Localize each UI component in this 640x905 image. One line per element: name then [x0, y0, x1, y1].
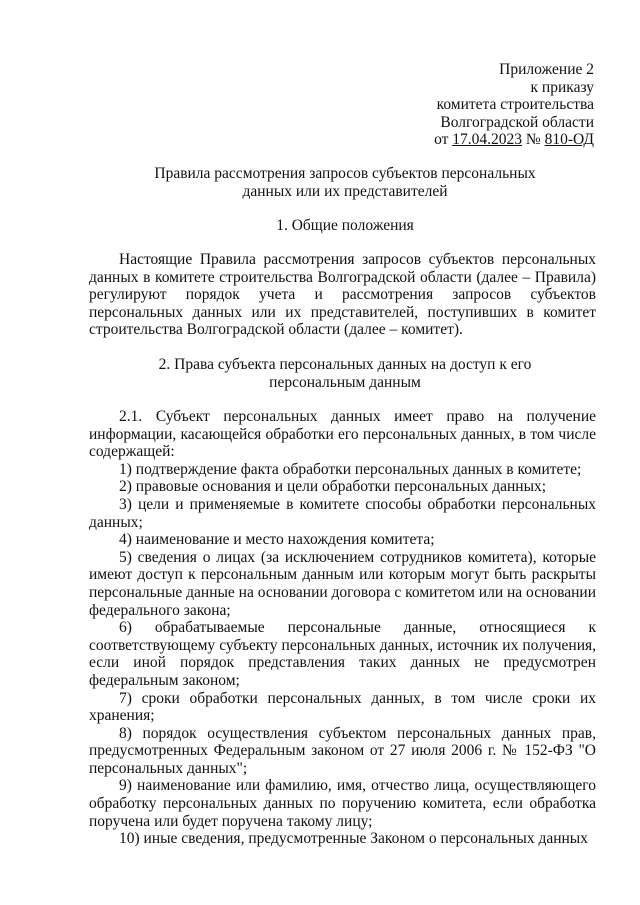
- section-2-heading: [80, 356, 610, 391]
- section-2-heading-line-2: персональным данным: [269, 373, 421, 391]
- appendix-line-1: Приложение 2: [499, 61, 594, 78]
- section-1-heading: 1. Общие положения: [276, 217, 414, 234]
- paragraph-2-1: 2.1. Субъект персональных данных имеет право на получение информации, касающейся обработки его персональных данных, в том числе содержащей:: [89, 408, 596, 461]
- order-date: 17.04.2023: [452, 131, 523, 149]
- appendix-line-3: комитета строительства: [436, 96, 594, 114]
- list-item-6: 6) обрабатываемые персональные данные, относящиеся к соответствующему субъекту персональных данных, источник их получения, если иной порядок представления таких данных не предусмотрен федеральным законом;: [89, 619, 596, 689]
- list-item-4: 4) наименование и место нахождения комитета;: [119, 531, 435, 549]
- appendix-date-line: [434, 131, 594, 149]
- list-item-10: 10) иные сведения, предусмотренные Законом о персональных данных: [119, 830, 588, 848]
- list-item-8: 8) порядок осуществления субъектом персональных данных прав, предусмотренных Федеральным законом от 27 июля 2006 г. № 152-ФЗ "О персональных данных";: [89, 724, 596, 777]
- list-item-1: 1) подтверждение факта обработки персональных данных в комитете;: [119, 460, 582, 478]
- list-item-9: 9) наименование или фамилию, имя, отчество лица, осуществляющего обработку персональных данных по поручению комитета, если обработка поручена или будет поручена такому лицу;: [89, 777, 596, 830]
- list-item-2: 2) правовые основания и цели обработки персональных данных;: [119, 478, 547, 496]
- section-2-heading-line-1: 2. Права субъекта персональных данных на доступ к его: [158, 356, 532, 373]
- document-title-line-2: данных или их представителей: [242, 182, 448, 200]
- list-item-3: 3) цели и применяемые в комитете способы обработки персональных данных;: [89, 495, 596, 531]
- appendix-line-2: к приказу: [530, 78, 594, 96]
- section-1-paragraph: Настоящие Правила рассмотрения запросов субъектов персональных данных в комитете строительства Волгоградской области (далее – Правила) регулируют порядок учета и рассмотрения запросов субъектов персональных данных или их представителей, поступивших в комитет строительства Волгоградской области (далее – комитет).: [89, 251, 596, 339]
- number-prefix: №: [522, 131, 545, 149]
- order-number: 810-ОД: [544, 131, 594, 149]
- appendix-block: [434, 61, 594, 149]
- document-title: [80, 165, 610, 200]
- section-1-body: [89, 251, 596, 339]
- appendix-line-4: Волгоградской области: [440, 113, 594, 131]
- date-prefix: от: [434, 131, 453, 149]
- section-2-body: [89, 408, 596, 848]
- list-item-7: 7) сроки обработки персональных данных, в том числе сроки их хранения;: [89, 689, 596, 725]
- document-title-line-1: Правила рассмотрения запросов субъектов персональных: [154, 165, 536, 182]
- list-item-5: 5) сведения о лицах (за исключением сотрудников комитета), которые имеют доступ к персональным данным или которым могут быть раскрыты персональные данные на основании договора с комитетом или на основании федерального закона;: [89, 548, 596, 619]
